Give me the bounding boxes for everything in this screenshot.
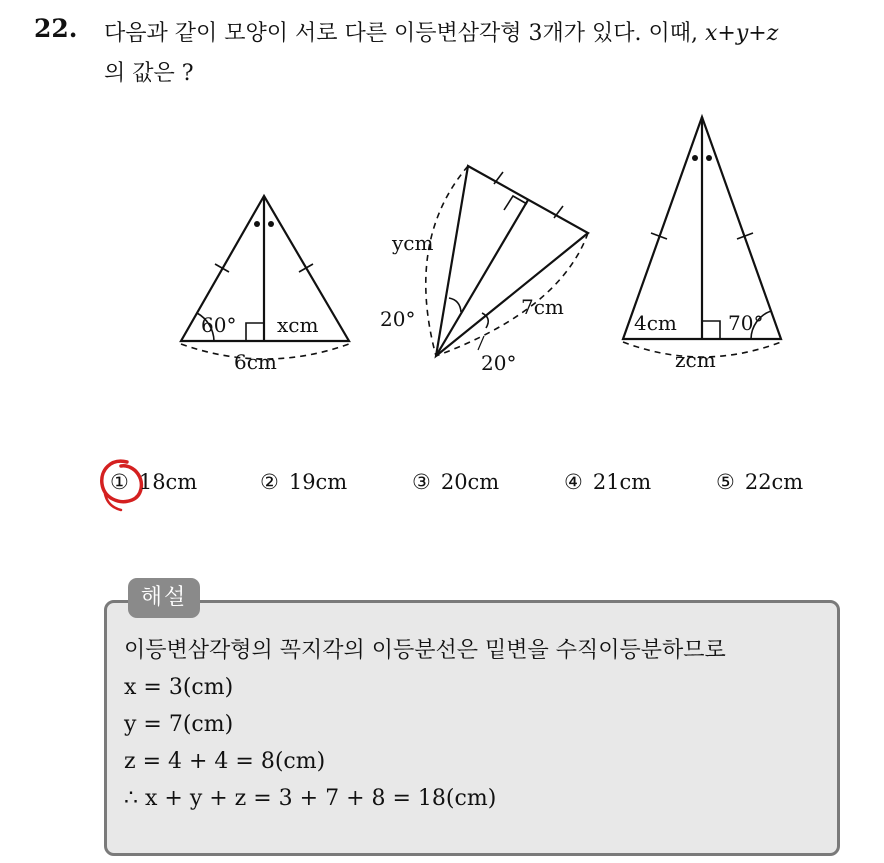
fig2-side-left-label: ycm	[392, 231, 434, 255]
choice-2[interactable]	[260, 462, 347, 502]
question-number: 22.	[34, 14, 78, 43]
choice-label: 21cm	[592, 470, 652, 494]
solution-line-3: y = 7(cm)	[124, 712, 234, 737]
fig3-base-label: zcm	[675, 348, 716, 372]
right-angle-mark-1	[246, 323, 264, 341]
angle-arc-2a	[449, 298, 461, 312]
triangle-figures	[0, 100, 884, 400]
tick-mark	[299, 264, 313, 272]
choice-number: ②	[260, 470, 279, 494]
fig1-angle-label: 60°	[201, 313, 237, 337]
solution-line-5: ∴ x + y + z = 3 + 7 + 8 = 18(cm)	[124, 786, 497, 811]
choice-number: ⑤	[716, 470, 735, 494]
choice-label: 19cm	[288, 470, 348, 494]
side-dim-y	[426, 166, 468, 356]
choice-label: 20cm	[440, 470, 500, 494]
angle-dot	[268, 221, 274, 227]
solution-line-1: 이등변삼각형의 꼭지각의 이등분선은 밑변을 수직이등분하므로	[124, 638, 726, 663]
choice-number: ③	[412, 470, 431, 494]
choice-number: ④	[564, 470, 583, 494]
fig3-base-half-label: 4cm	[634, 311, 677, 335]
answer-choices	[104, 462, 844, 502]
fig2-angle-bottom-label: 20°	[481, 351, 517, 375]
triangle-2	[436, 166, 588, 356]
question-line-1: 다음과 같이 모양이 서로 다른 이등변삼각형 3개가 있다. 이때,	[104, 21, 705, 46]
fig1-base-label: 6cm	[234, 350, 277, 374]
solution-line-4: z = 4 + 4 = 8(cm)	[124, 749, 326, 774]
fig2-angle-left-label: 20°	[380, 307, 416, 331]
fig3-angle-label: 70°	[728, 311, 764, 335]
choice-label: 22cm	[744, 470, 804, 494]
question-line-2: 의 값은 ?	[104, 61, 194, 86]
question-text	[104, 14, 874, 94]
choice-4[interactable]	[564, 462, 651, 502]
angle-dot	[254, 221, 260, 227]
angle-dot	[692, 155, 698, 161]
solution-tag: 해설	[128, 578, 200, 618]
angle-dot	[706, 155, 712, 161]
choice-5[interactable]	[716, 462, 803, 502]
solution-body	[124, 632, 834, 817]
question-expression: x+y+z	[704, 21, 779, 46]
choice-number: ①	[110, 470, 129, 494]
choice-1[interactable]	[110, 462, 197, 502]
fig2-side-right-label: 7cm	[521, 295, 564, 319]
solution-line-2: x = 3(cm)	[124, 675, 234, 700]
fig1-side-label: xcm	[277, 313, 319, 337]
right-angle-mark-3	[702, 321, 720, 339]
choice-label: 18cm	[138, 470, 198, 494]
figure-2	[426, 166, 588, 356]
choice-3[interactable]	[412, 462, 499, 502]
